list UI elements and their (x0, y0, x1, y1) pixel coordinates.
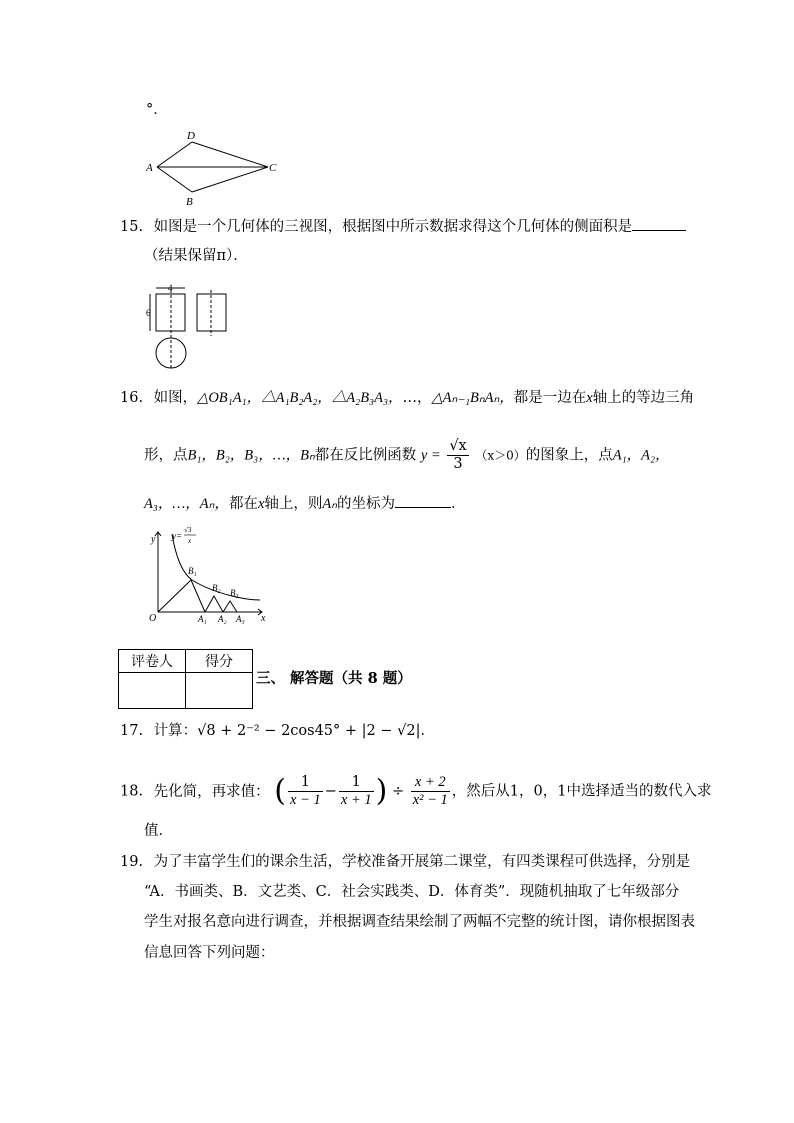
x-label: x (261, 613, 266, 624)
domain-condition: （x＞0） (475, 448, 526, 463)
label-c: C (269, 162, 277, 174)
fraction-den: 3 (453, 456, 463, 472)
edge-dc (192, 142, 268, 167)
fraction-1-num: 1 (288, 774, 323, 792)
fraction-2-den: x + 1 (340, 792, 372, 808)
q18-line1: 18. 先化简，再求值： ( $\frac{1}{x - 1}$ − $\frac{1}{x + 1}$ ) ÷ $\frac{x + 2}{\text{x² − 1}}$ ，然后从1，0，1中选择适当的数代入求 (120, 773, 712, 809)
a-n: Aₙ (322, 496, 338, 512)
label-d: D (187, 130, 195, 142)
q16-text: 如图， (153, 390, 198, 406)
fraction-3-den: x² − 1 (412, 792, 448, 808)
reviewer-header: 评卷人 (119, 650, 186, 673)
edge-ab (157, 167, 192, 192)
a-points: A₁，A₂， (612, 447, 670, 464)
q19-line3: 学生对报名意向进行调查，并根据调查结果绘制了两幅不完整的统计图，请你根据图表 (144, 914, 695, 930)
q17-number: 17. (120, 723, 144, 739)
edge-bc (192, 167, 268, 192)
q19-number: 19. (120, 854, 144, 870)
three-view-figure (142, 280, 242, 372)
q15-text: 如图是一个几何体的三视图，根据图中所示数据求得这个几何体的侧面积是 (153, 219, 633, 235)
a2-label: A₂ (218, 614, 227, 624)
func-label: y= (172, 531, 183, 541)
q15-line1 (120, 216, 686, 237)
height-label: 6 (146, 308, 151, 318)
var-x: x (586, 390, 593, 406)
q19-line1 (120, 852, 690, 872)
kite-figure (140, 128, 280, 210)
triangle-3: △A₂B₃A₃， (331, 390, 403, 406)
a-points: A₃，…，Aₙ， (144, 496, 229, 512)
fraction-3-num: x + 2 (411, 774, 450, 792)
continuation-mark: °． (146, 102, 168, 118)
q18-number: 18. (120, 783, 144, 800)
func-den: x (188, 537, 192, 545)
q16-number: 16. (120, 390, 144, 406)
b-points: B₁，B₂，B₃，…，Bₙ (187, 447, 315, 464)
triangle-3 (223, 601, 237, 612)
q15-answer-blank (632, 216, 686, 231)
divide-sign: ÷ (391, 783, 405, 800)
q16-line3 (144, 493, 466, 514)
y-label: y (151, 534, 156, 545)
a3-label: A₃ (236, 614, 245, 624)
q16-graph (144, 522, 272, 626)
q18-line2: 值． (144, 823, 173, 839)
a1-label: A₁ (198, 614, 207, 624)
b2-label: B₂ (212, 583, 221, 593)
fraction-1-den: x − 1 (290, 792, 321, 808)
q18-label: 先化简，再求值： (153, 783, 270, 800)
q16-text: 轴上的等边三角 (592, 390, 695, 406)
label-a: A (146, 162, 153, 174)
b1-label: B₁ (188, 566, 197, 576)
triangle-1 (158, 580, 205, 612)
func-num: √3 (184, 526, 192, 534)
q15-number: 15. (120, 219, 144, 235)
triangle-2: △A₁B₂A₂， (261, 390, 332, 406)
q19-line2: “A．书画类、B．文艺类、C．社会实践类、D．体育类”．现随机抽取了七年级部分 (144, 884, 680, 900)
width-label: 4 (168, 283, 173, 293)
q18-text: ，然后从1，0，1中选择适当的数代入求 (451, 783, 712, 800)
ellipsis: …， (402, 390, 432, 406)
q17 (120, 721, 435, 741)
edge-ad (157, 142, 192, 167)
origin-label: O (149, 613, 157, 624)
reviewer-cell[interactable] (119, 673, 186, 709)
label-b: B (186, 196, 193, 208)
q16-text: 轴上，则 (264, 496, 323, 512)
q16-text: 的图象上，点 (525, 447, 613, 464)
q19-line4: 信息回答下列问题： (144, 945, 275, 961)
var-x: x (257, 496, 265, 512)
triangle-1: △OB₁A₁， (197, 390, 262, 406)
fraction-2-num: 1 (339, 774, 374, 792)
fraction-3 (411, 774, 450, 809)
q16-text: 都在 (228, 496, 258, 512)
score-cell[interactable] (186, 673, 253, 709)
minus-sign: − (324, 783, 337, 800)
fraction-2 (339, 774, 374, 809)
q16-line2 (144, 438, 670, 473)
fraction-1 (288, 774, 323, 809)
q16-line1 (120, 388, 694, 408)
q16-text: 的坐标为 (337, 496, 396, 512)
fraction-num: √x (449, 438, 467, 454)
section-heading: 三、 解答题（共 8 题） (256, 670, 412, 687)
function-fraction (447, 438, 468, 473)
q16-text: 都在反比例函数 (314, 447, 417, 464)
score-box (118, 649, 253, 709)
q16-text: 都是一边在 (513, 390, 587, 406)
triangle-n: △Aₙ₋₁BₙAₙ， (431, 390, 514, 406)
triangle-2 (205, 596, 223, 612)
q15-note: （结果保留π）． (144, 248, 248, 264)
y-equals: y = (420, 447, 441, 464)
score-header: 得分 (186, 650, 253, 673)
q16-text: 形，点 (144, 447, 188, 464)
b3-label: B₃ (230, 588, 239, 598)
q16-text: ． (451, 496, 466, 512)
q17-label: 计算： (153, 723, 198, 739)
q19-text: 为了丰富学生们的课余生活，学校准备开展第二课堂，有四类课程可供选择，分别是 (153, 854, 691, 870)
q17-expression: √8 + 2⁻² − 2cos45° + |2 − √2|． (197, 723, 435, 739)
q16-answer-blank (395, 493, 451, 508)
